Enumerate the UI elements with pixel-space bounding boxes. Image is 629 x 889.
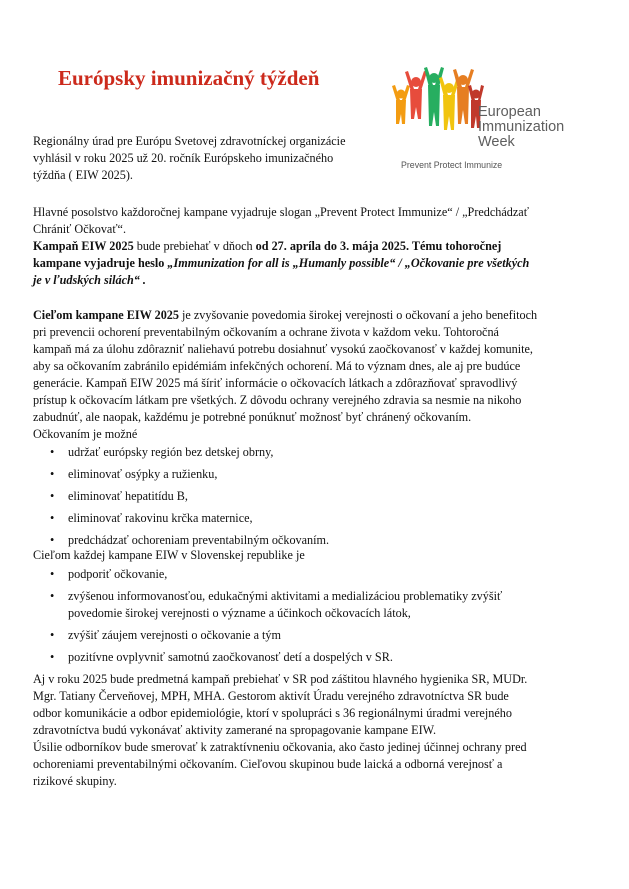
logo-brand-text: European Immunization Week [478,104,565,150]
list-item: • eliminovať rakovinu krčka maternice, [33,510,573,527]
slovak-goals-list [33,566,573,671]
list-item: • zvýšenou informovanosťou, edukačnými aktivitami a medializáciou problematiky zvýšiť povedomie širokej verejnosti o význame a účinkoch očkovacích látok, [33,588,573,622]
list-item: • udržať európsky región bez detskej obrny, [33,444,573,461]
list-item: • eliminovať hepatitídu B, [33,488,573,505]
slogan-paragraph: Hlavné posolstvo každoročnej kampane vyjadruje slogan „Prevent Protect Immunize“ / „Predchádzať Chrániť Očkovať“. [33,205,529,236]
goal-paragraph: Cieľom kampane EIW 2025 je zvyšovanie povedomia širokej verejnosti o očkovaní a jeho benefitoch pri prevencii ochorení preventabilným očkovaním a ochrane života v každom veku. Tohtoročná kampaň má za úlohu zdôrazniť naliehavú potrebu dosiahnuť vysokú zaočkovanosť v každej komunite, aby sa očkovaním zabránilo epidémiám infekčných ochorení. Má to význam dnes, ale aj pre budúce generácie. Kampaň EIW 2025 má šíriť informácie o očkovacích látkach a zdôrazňovať spravodlivý prístup k očkovacím látkam pre všetkých. Z dôvodu ochrany verejného zdravia sa nesmie na nikoho zabudnúť, ale naopak, každému je potrebné ponúknuť možnosť byť chránený očkovaním. Očkovaním je možné [33,308,538,441]
vaccination-possibilities-list [33,444,573,554]
page-title: Európsky imunizačný týždeň [58,66,320,90]
intro-paragraph: Regionálny úrad pre Európu Svetovej zdravotníckej organizácie vyhlásil v roku 2025 už 20. ročník Európskeho imunizačného týždňa ( EIW 2025). [33,134,346,182]
campaign-paragraph: Kampaň EIW 2025 bude prebiehať v dňoch od 27. apríla do 3. mája 2025. Tému tohoročnej kampane vyjadruje heslo „Immunization for all is „Humanly possible“ / „Očkovanie pre všetkých je v ľudských silách“ . [33,239,530,287]
slovak-goal-lead: Cieľom každej kampane EIW v Slovenskej republike je [33,548,305,562]
list-item: • pozitívne ovplyvniť samotnú zaočkovanosť detí a dospelých v SR. [33,649,573,666]
list-item: • predchádzať ochoreniam preventabilným očkovaním. [33,532,573,549]
closing-paragraph: Aj v roku 2025 bude predmetná kampaň prebiehať v SR pod záštitou hlavného hygienika SR, MUDr. Mgr. Tatiany Červeňovej, MPH, MHA. Gestorom aktivít Úradu verejného zdravotníctva SR bude odbor komunikácie a odbor epidemiológie, ktorí v spolupráci s 36 regionálnymi úradmi verejného zdravotníctva budú vykonávať aktivity zamerané na spropagovanie kampane EIW. Úsilie odborníkov bude smerovať k zatraktívneniu očkovania, ako často jedinej účinnej ochrany pred ochoreniami preventabilnými očkovaním. Cieľovou skupinou bude laická a odborná verejnosť a rizikové skupiny. [33,672,528,788]
list-item: • eliminovať osýpky a ružienku, [33,466,573,483]
logo-tagline: Prevent Protect Immunize [401,160,503,170]
list-item: • podporiť očkovanie, [33,566,573,583]
list-item: • zvýšiť záujem verejnosti o očkovanie a tým [33,627,573,644]
